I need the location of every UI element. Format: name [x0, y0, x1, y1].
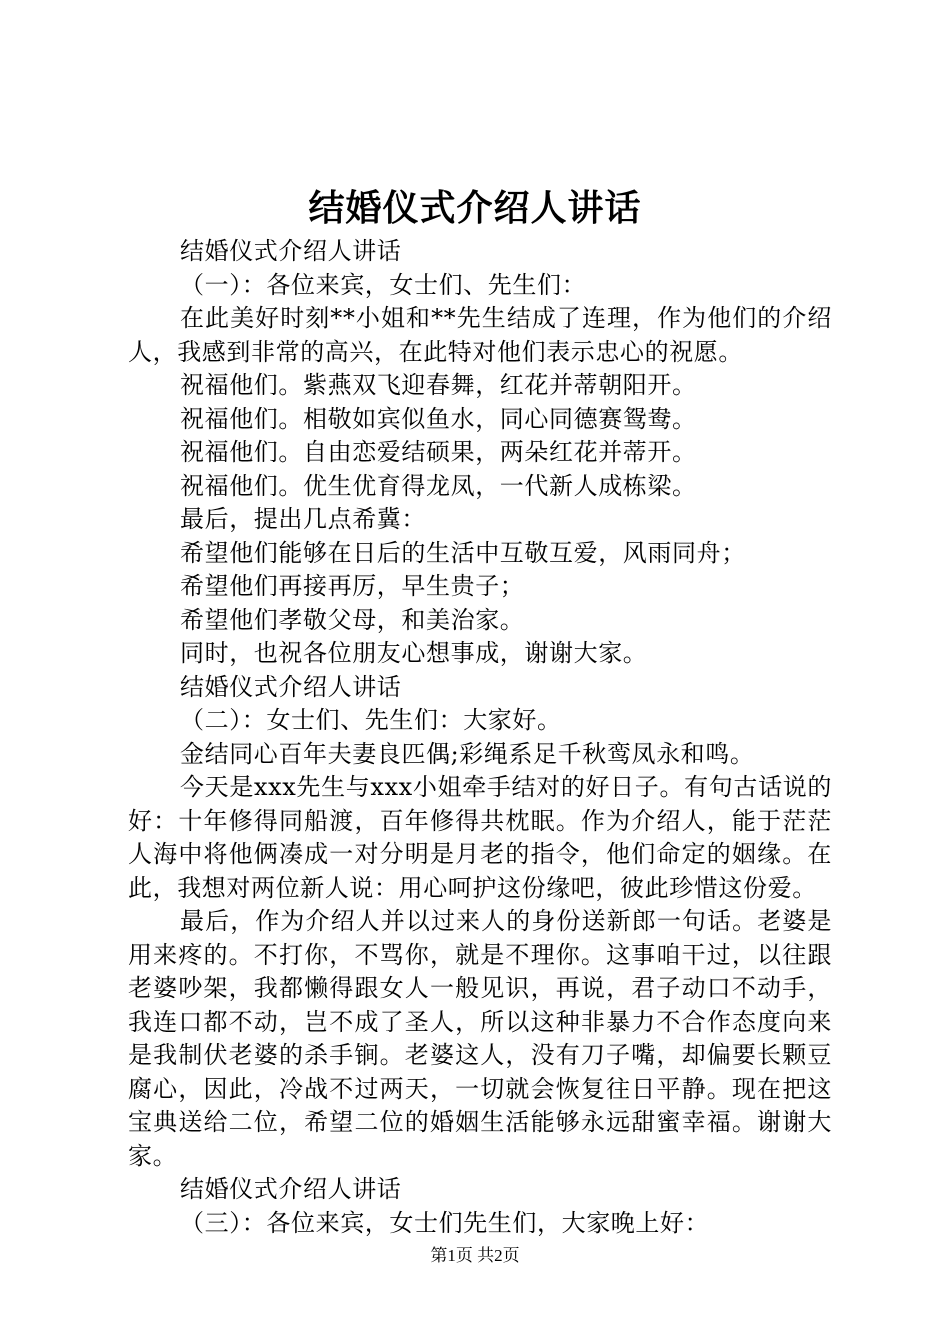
paragraph: 结婚仪式介绍人讲话 — [180, 672, 402, 701]
paragraph: 最后，作为介绍人并以过来人的身份送新郎一句话。老婆是用来疼的。不打你，不骂你，就是不理你。这事咱干过，以往跟老婆吵架，我都懒得跟女人一般见识，再说，君子动口不动手，我连口都不动，岂不成了圣人，所以这种非暴力不合作态度向来是我制伏老婆的杀手锏。老婆这人，没有刀子嘴，却偏要长颗豆腐心，因此，冷战不过两天，一切就会恢复往日平静。现在把这宝典送给二位，希望二位的婚姻生活能够永远甜蜜幸福。谢谢大家。 — [128, 907, 832, 1170]
paragraph: 结婚仪式介绍人讲话 — [180, 237, 402, 265]
paragraph: 祝福他们。相敬如宾似鱼水，同心同德赛鸳鸯。 — [180, 404, 697, 433]
paragraph: 金结同心百年夫妻良匹偶;彩绳系足千秋鸾凤永和鸣。 — [180, 739, 755, 768]
paragraph: 今天是xxx先生与xxx小姐牵手结对的好日子。有句古话说的好：十年修得同船渡，百年修得共枕眠。作为介绍人，能于茫茫人海中将他俩凑成一对分明是月老的指令，他们命定的姻缘。在此，我想对两位新人说：用心呵护这份缘吧，彼此珍惜这份爱。 — [128, 773, 832, 902]
paragraph: 希望他们孝敬父母，和美治家。 — [180, 605, 525, 634]
paragraph: 希望他们再接再厉，早生贵子； — [180, 572, 525, 600]
document-body — [128, 235, 832, 1240]
paragraph: （三）：各位来宾，女士们先生们，大家晚上好： — [180, 1208, 710, 1237]
paragraph: 同时，也祝各位朋友心想事成，谢谢大家。 — [180, 639, 648, 667]
paragraph: 祝福他们。自由恋爱结硕果，两朵红花并蒂开。 — [180, 438, 697, 466]
paragraph: 祝福他们。优生优育得龙凤，一代新人成栋梁。 — [180, 471, 697, 500]
paragraph: （二）：女士们、先生们：大家好。 — [180, 706, 562, 734]
paragraph: 祝福他们。紫燕双飞迎春舞，红花并蒂朝阳开。 — [180, 371, 697, 399]
paragraph: 希望他们能够在日后的生活中互敬互爱，风雨同舟； — [180, 538, 746, 567]
paragraph: （一）：各位来宾，女士们、先生们： — [180, 270, 587, 299]
paragraph: 在此美好时刻**小姐和**先生结成了连理，作为他们的介绍人，我感到非常的高兴，在此特对他们表示忠心的祝愿。 — [128, 304, 832, 366]
paragraph: 最后，提出几点希冀： — [180, 505, 426, 533]
document-title: 结婚仪式介绍人讲话 — [308, 187, 642, 229]
page-footer: 第1页 共2页 — [430, 1246, 520, 1265]
paragraph: 结婚仪式介绍人讲话 — [180, 1175, 402, 1203]
